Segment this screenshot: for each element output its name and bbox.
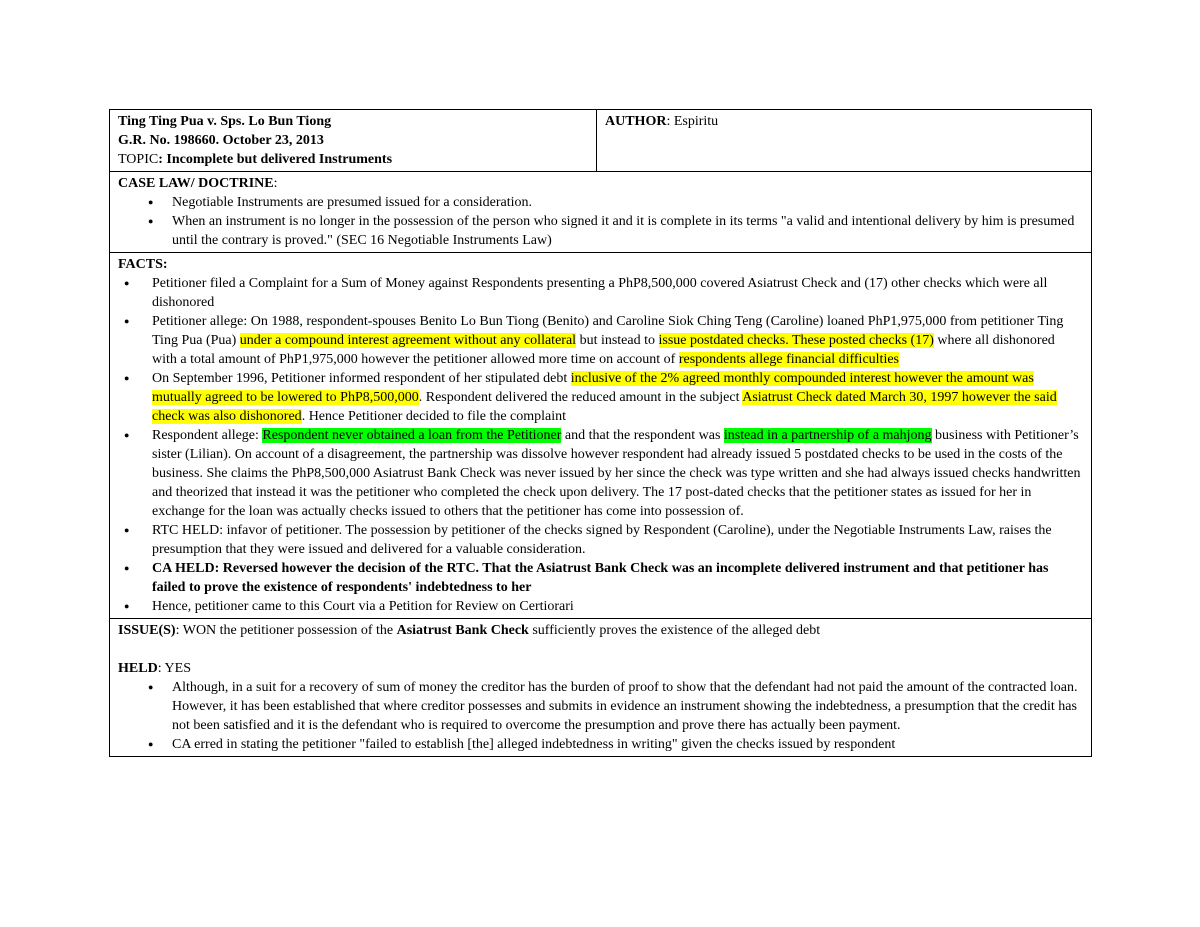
list-item: ● CA erred in stating the petitioner "failed to establish [the] alleged indebtedness in writing" given the checks issued by respondent [118, 735, 1083, 754]
facts-row [110, 253, 1092, 619]
highlight-green: Respondent never obtained a loan from the Petitioner [262, 428, 562, 443]
list-item: ● CA HELD: Reversed however the decision of the RTC. That the Asiatrust Bank Check was an incomplete delivered instrument and that petitioner has failed to prove the existence of respondents' indebtedness to her [118, 559, 1083, 597]
issue-bold: Asiatrust Bank Check [396, 623, 529, 638]
held-line [118, 659, 1083, 678]
held-value: : YES [157, 661, 192, 676]
doctrine-colon: : [273, 176, 278, 191]
facts-heading: FACTS: [118, 257, 168, 272]
list-item: ● Petitioner filed a Complaint for a Sum of Money against Respondents presenting a PhP8,500,000 covered Asiatrust Check and (17) other checks which were all dishonored [118, 274, 1083, 312]
list-item [118, 426, 1083, 521]
text-run: but instead to [576, 333, 659, 348]
issue-label: ISSUE(S) [118, 623, 176, 638]
held-label: HELD [118, 661, 158, 676]
list-item: ● Although, in a suit for a recovery of sum of money the creditor has the burden of proof to show that the defendant had not paid the amount of the contracted loan. However, it has been established that where creditor possesses and submits in evidence an instrument showing the indebtedness, a presumption that the credit has not been satisfied and it is the defendant who is required to overcome the presumption and prove there has actually been payment. [118, 678, 1083, 735]
doctrine-cell [110, 172, 1092, 253]
case-title: Ting Ting Pua v. Sps. Lo Bun Tiong [118, 114, 332, 129]
spacer [118, 640, 1083, 659]
text-run: Respondent allege: [152, 428, 263, 443]
text-run: business with Petitioner’s sister (Lilian). On account of a disagreement, the partnership was dissolve however respondent had already issued 5 postdated checks to be used in the costs of the business. She claims the PhP8,500,000 Asiatrust Bank Check was never issued by her since the check was type written and she had always issued checks handwritten and theorized that instead it was the petitioner who completed the check upon delivery. The 17 post-dated checks that the petitioner states as issued for her in exchange for the loan was actually checks issued to others that the petitioner has come into possession of. [152, 428, 1081, 519]
text-run: . Respondent delivered the reduced amount in the subject [418, 390, 743, 405]
highlight-yellow: Asiatrust Check dated March 30, 1997 however the said check was also dishonored [152, 390, 1057, 424]
doctrine-label: CASE LAW/ DOCTRINE [118, 176, 274, 191]
gr-number: G.R. No. 198660. October 23, 2013 [118, 133, 324, 148]
text-run: and that the respondent was [561, 428, 724, 443]
facts-list [118, 274, 1083, 616]
topic-label: TOPIC [118, 152, 159, 167]
list-item [118, 312, 1083, 369]
list-item: ● When an instrument is no longer in the possession of the person who signed it and it is complete in its terms "a valid and intentional delivery by him is presumed until the contrary is proved." (SEC 16 Negotiable Instruments Law) [118, 212, 1083, 250]
issue-held-cell [110, 619, 1092, 757]
list-item: ● Negotiable Instruments are presumed issued for a consideration. [118, 193, 1083, 212]
highlight-yellow: inclusive of the 2% agreed monthly compounded interest however the amount was mutually agreed to be lowered to PhP8,500,000 [152, 371, 1034, 405]
list-item: ● RTC HELD: infavor of petitioner. The possession by petitioner of the checks signed by Respondent (Caroline), under the Negotiable Instruments Law, raises the presumption that they were issued and delivered for a valuable consideration. [118, 521, 1083, 559]
doctrine-row [110, 172, 1092, 253]
highlight-yellow: issue postdated checks. These posted checks (17) [658, 333, 934, 348]
text-run: sufficiently proves the existence of the alleged debt [528, 623, 821, 638]
case-digest-table [109, 109, 1092, 757]
list-item: ● Hence, petitioner came to this Court via a Petition for Review on Certiorari [118, 597, 1083, 616]
highlight-yellow: respondents allege financial difficulties [678, 352, 899, 367]
doctrine-heading [118, 174, 1083, 193]
facts-cell [110, 253, 1092, 619]
text-run: . Hence Petitioner decided to file the complaint [301, 409, 567, 424]
issue-held-row [110, 619, 1092, 757]
author-label: AUTHOR [605, 114, 667, 129]
doctrine-list [118, 193, 1083, 250]
highlight-yellow: under a compound interest agreement without any collateral [239, 333, 577, 348]
text-run: On September 1996, Petitioner informed respondent of her stipulated debt [152, 371, 571, 386]
highlight-green: instead in a partnership of a mahjong [723, 428, 932, 443]
text-run: : WON the petitioner possession of the [175, 623, 397, 638]
topic-value: : Incomplete but delivered Instruments [158, 152, 393, 167]
text-run: where all dishonored with a total amount of PhP1,975,000 however the petitioner allowed more time on account of [152, 333, 1055, 367]
list-item [118, 369, 1083, 426]
header-row [110, 110, 1092, 172]
text-run: Petitioner allege: On 1988, respondent-spouses Benito Lo Bun Tiong (Benito) and Caroline Siok Ching Teng (Caroline) loaned PhP1,975,000 from petitioner Ting Ting Pua (Pua) [152, 314, 1064, 348]
issue-line [118, 621, 1083, 640]
author-value: : Espiritu [666, 114, 719, 129]
held-list [118, 678, 1083, 754]
topic-line [118, 150, 588, 169]
case-info-cell [110, 110, 597, 172]
author-cell [597, 110, 1092, 172]
